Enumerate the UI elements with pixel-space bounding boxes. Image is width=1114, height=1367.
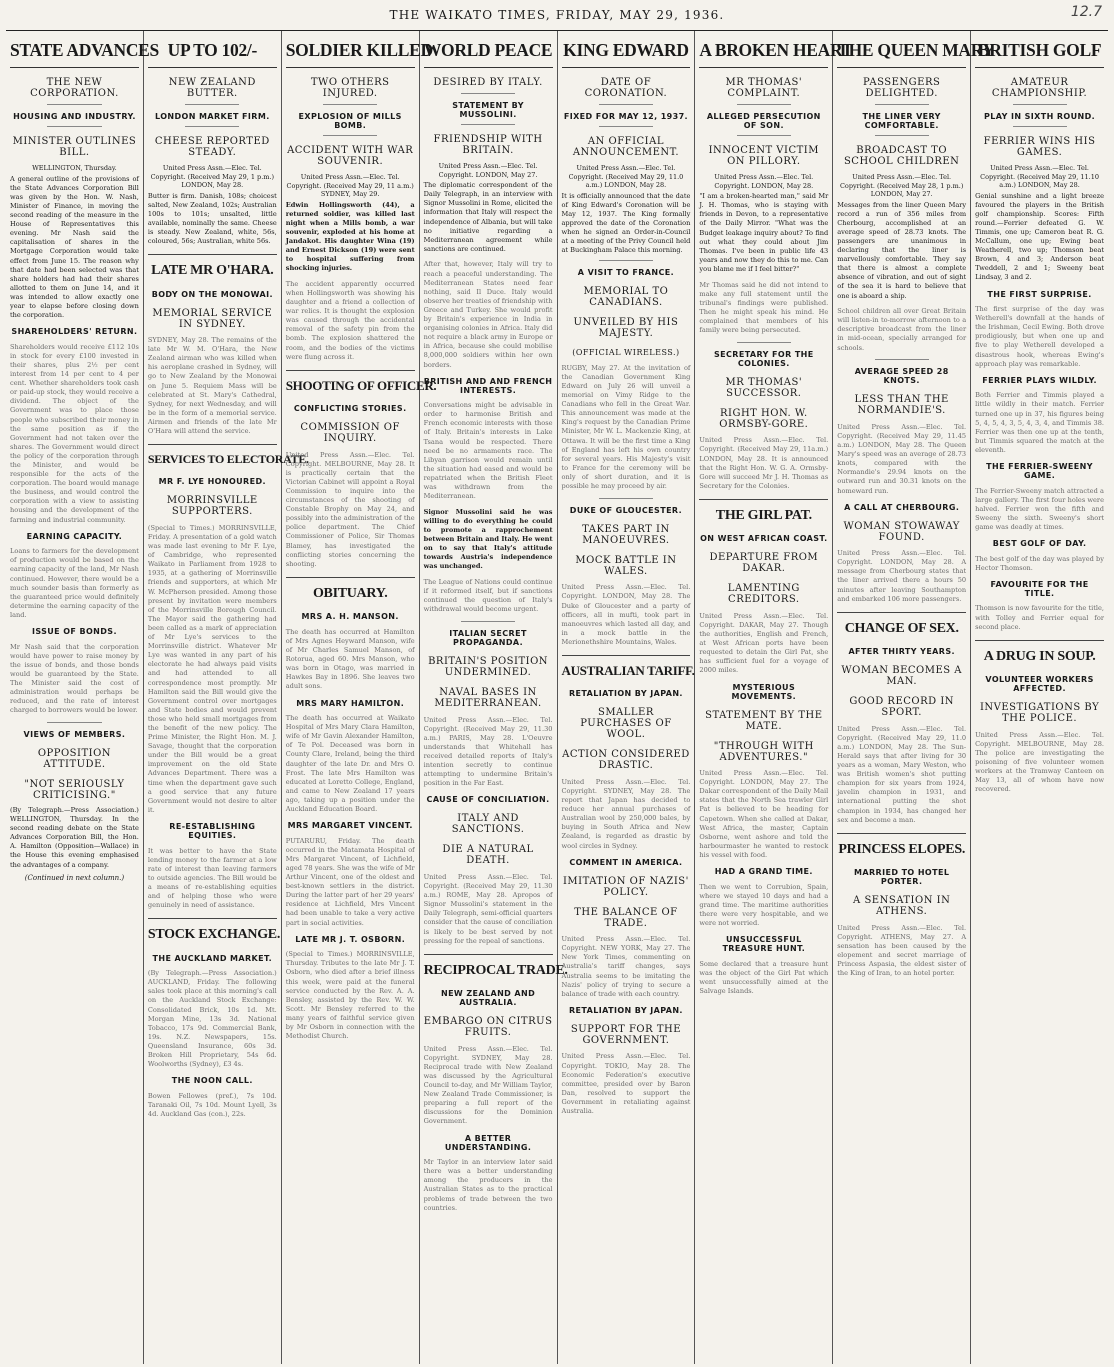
section-heading: THE NOON CALL. (171, 1076, 253, 1086)
subhead: MRS A. H. MANSON. (301, 612, 399, 622)
article-text: United Press Assn.—Elec. Tel. Copyright. MELBOURNE, May 28. It is practically certain that the Victorian Cabinet will appoint a Royal Commission to inquire into the circumstances of the shooting of Constable Brophy on May 24, and possibly into the administration of the police department. The Chief Commissioner of Police, Sir Thomas Blamey, has investigated the conflicting stories concerning the shooting. (285, 450, 415, 568)
section-heading: THE FIRST SURPRISE. (987, 289, 1092, 299)
subhead: THE AUCKLAND MARKET. (152, 953, 273, 963)
article-text: The diplomatic correspondent of the Daily Telegraph, in an interview with Signor Mussolini in Rome, elicited the information that Italy will respect the independence of Albania, but will take no initiative regarding a Mediterranean agreement while sanctions are continued. (423, 181, 553, 253)
divider (424, 954, 553, 955)
subhead: FRIENDSHIP WITH BRITAIN. (433, 134, 543, 157)
masthead (6, 0, 1108, 31)
subhead: DATE OF CORONATION. (584, 77, 668, 100)
article-text: Mr Nash said that the corporation would have power to raise money by the issue of bonds, and those bonds would be guaranteed by the State. The Minister said the cost of administration would perhaps be reduced, and the rate of interest charged to borrowers would be lower. (10, 642, 139, 715)
article-text: The Ferrier-Sweeny match attracted a large gallery. The first four holes were halved. Ferrier won the fifth and Sweeny the sixth. Sweeny's short game was deadly at times. (975, 486, 1104, 531)
divider (875, 104, 929, 105)
column-headline: A BROKEN HEART (699, 31, 828, 68)
subhead: AFTER THIRTY YEARS. (848, 647, 955, 657)
article-text: Loans to farmers for the development of production would be based on the earning capacity of the land, Mr Nash continued. However, there would be a much sounder basis than formerly as the guaranteed price would definitely determine the earning capacity of the land. (10, 547, 139, 619)
article-text: "I am a broken-hearted man," said Mr J. H. Thomas, who is staying with friends in Devon, to a representative of the Daily Mirror. "What was the Budget leakage inquiry about? To find out what they could about Jim Thomas. I've been in public life 43 years and now they do this to me. Can you blame me if I feel bitter?" (699, 192, 829, 273)
divider (599, 104, 653, 105)
subhead: MORRINSVILLE SUPPORTERS. (166, 495, 258, 518)
subhead: BRITAIN'S POSITION UNDERMINED. (428, 656, 549, 679)
dateline: United Press Assn.—Elec. Tel. Copyright. (Received May 29, 11 a.m.) SYDNEY, May 29. (286, 173, 414, 199)
article-text: United Press Assn.—Elec. Tel. Copyright. (Received May 29, 11a.m.) LONDON, May 28. It is announced that the Right Hon. W. G. A. Ormsby-Gore will succeed Mr J. H. Thomas as Secretary for the Colonies. (699, 436, 829, 490)
article-text: United Press Assn.—Elec. Tel. Copyright. LONDON, May 28. The Duke of Gloucester and a party of officers, all in mufti, took part in manoeuvres which lasted all day, and in a mock battle in the Merionethshire Mountains, Wales. (561, 583, 691, 646)
columns (6, 31, 1108, 1364)
subhead: BODY ON THE MONOWAI. (151, 289, 273, 299)
subhead: NEW ZEALAND AND AUSTRALIA. (440, 989, 536, 1008)
article-text: United Press Assn.—Elec. Tel. Copyright. (Received May 29, 11.45 a.m.) LONDON, May 28. The Queen Mary's speed was an average of 28.73 knots, compared with the Normandie's 29.94 knots on the outward run and 30.31 knots on the homeward run. (837, 422, 967, 495)
article-headline: RECIPROCAL TRADE. (423, 962, 568, 978)
subhead: MYSTERIOUS MOVEMENTS. (731, 682, 797, 701)
article-text: PUTARURU, Friday. The death occurred in the Matamata Hospital of Mrs Margaret Vincent, of Lichfield, aged 78 years. She was the wife of Mr Arthur Vincent, one of the oldest and best-known settlers in the district. During the latter part of her 29 years' residence at Lichfield, Mrs Vincent had been unable to take a very active part in social activities. (285, 836, 415, 927)
subhead: AMATEUR CHAMPIONSHIP. (991, 77, 1088, 100)
divider (461, 93, 515, 94)
dateline: United Press Assn.—Elec. Tel. Copyright. (Received May 28, 1 p.m.) LONDON, May 27. (839, 173, 964, 199)
subhead: LATE MR J. T. OSBORN. (295, 934, 406, 944)
article-headline: THE GIRL PAT. (715, 507, 812, 523)
article-text: United Press Assn.—Elec. Tel. Copyright. LONDON, May 28. A message from Cherbourg states that the liner arrived there a hours 50 minutes after leaving Southampton and embarked 106 more passengers. (837, 549, 967, 603)
subhead: THE BALANCE OF TRADE. (574, 906, 678, 929)
subhead: ON WEST AFRICAN COAST. (700, 534, 828, 544)
article-text: United Press Assn.—Elec. Tel. Copyright. ATHENS, May 27. A sensation has been caused by the elopement and secret marriage of Princess Aspasia, the eldest sister of the King of Iran, to an hotel porter. (837, 923, 967, 978)
subhead: CONFLICTING STORIES. (293, 404, 407, 414)
column-british-golf (971, 31, 1108, 1364)
subhead: WOMAN BECOMES A MAN. (841, 665, 963, 688)
article-headline: CHANGE OF SEX. (844, 620, 959, 636)
subhead: MR THOMAS' COMPLAINT. (725, 77, 803, 100)
divider (461, 621, 515, 622)
subhead: PASSENGERS DELIGHTED. (863, 77, 941, 100)
subhead: LAMENTING CREDITORS. (727, 583, 800, 606)
article-text: Messages from the liner Queen Mary record a run of 356 miles from Cherbourg, accomplished at an average speed of 28.73 knots. The passengers are unanimous in declaring that the liner is marvellously comfortable. They say that there is almost a complete absence of vibration, and out of sight of the sea it is hard to believe that one is aboard a ship. (837, 200, 967, 300)
divider (148, 918, 277, 919)
subhead: COMMENT IN AMERICA. (569, 857, 683, 867)
subhead: MARRIED TO HOTEL PORTER. (854, 868, 950, 887)
subhead: FIXED FOR MAY 12, 1937. (563, 112, 688, 122)
subhead: DEPARTURE FROM DAKAR. (709, 552, 819, 575)
article-text: Both Ferrier and Timmis played a little wildly in their match. Ferrier turned one up in 37, his figures being 5, 4, 5, 4, 3, 5, 4, 3, 4, and Timmis 38. Ferrier was then one up at the tenth, but Timmis squared the match at the eleventh. (975, 391, 1104, 454)
subhead: STATEMENT BY THE MATE. (705, 709, 823, 732)
divider (286, 577, 415, 578)
subhead: HOUSING AND INDUSTRY. (13, 112, 136, 122)
subhead: RETALIATION BY JAPAN. (569, 689, 683, 699)
divider (185, 104, 239, 105)
column-queen-mary (833, 31, 995, 1364)
subhead: (OFFICIAL WIRELESS.) (572, 348, 680, 358)
divider (47, 126, 101, 127)
divider (737, 104, 791, 105)
subhead: ITALY AND SANCTIONS. (451, 813, 525, 836)
subhead: NAVAL BASES IN MEDITERRANEAN. (434, 687, 542, 710)
subhead: STATEMENT BY MUSSOLINI. (452, 101, 524, 120)
subhead: A CALL AT CHERBOURG. (844, 502, 960, 512)
article-headline: OBITUARY. (312, 585, 388, 601)
subhead: INVESTIGATIONS BY THE POLICE. (979, 702, 1100, 725)
dateline: United Press Assn.—Elec. Tel. Copyright. LONDON, May 27. (438, 162, 538, 179)
subhead: SECRETARY FOR THE COLONIES. (713, 349, 814, 368)
subhead: BROADCAST TO SCHOOL CHILDREN (843, 145, 960, 168)
column-headline: KING EDWARD (562, 31, 691, 68)
divider (185, 126, 239, 127)
article-text: United Press Assn.—Elec. Tel. Copyright. MELBOURNE, May 28. The police are investigating the poisoning of five volunteer women workers at the Tramway Canteen on May 13, all of whom have now recovered. (975, 730, 1104, 794)
section-heading: A BETTER UNDERSTANDING. (444, 1133, 532, 1152)
article-text: Butter is firm. Danish, 108s; choicest salted, New Zealand, 102s; Australian 100s to 101s; unsalted, little available, nominally the same. Cheese is steady. New Zealand, white, 56s, coloured, 56s; Australian, white 56s. (147, 191, 277, 246)
divider (699, 499, 828, 500)
article-text: United Press Assn.—Elec. Tel. Copyright. (Received May 29, 11.30 a.m.) ROME, May 28. Apropos of Signor Mussolini's statement in the Daily Telegraph, semi-official quarters consider that the cause of conciliation is likely to be best served by not pressing for the repeal of sanctions. (423, 872, 553, 945)
subhead: ITALIAN SECRET PROPAGANDA. (449, 629, 527, 648)
article-text: United Press Assn.—Elec. Tel. Copyright. DAKAR, May 27. Though the authorities, English and French, at West African ports have been requested to detain the Girl Pat, she has sufficient fuel for a voyage of 2000 miles. (699, 611, 829, 675)
article-text: Mr Taylor in an interview later said there was a better understanding among the producers in the Australian States as to the practical problems of trade between the two countries. (423, 1158, 553, 1212)
subhead: PLAY IN SIXTH ROUND. (984, 112, 1096, 122)
column-king-edward (558, 31, 696, 1364)
subhead: A SENSATION IN ATHENS. (853, 895, 951, 918)
article-text: Mr Thomas said he did not intend to make any full statement until the tribunal's findings were published. Then he might speak his mind. He complained that members of his family were being persecuted. (699, 280, 829, 335)
column-headline: THE QUEEN MARY (837, 31, 966, 68)
column-broken-heart (695, 31, 854, 1364)
article-text: United Press Assn.—Elec. Tel. Copyright. SYDNEY, May 28. Reciprocal trade with New Zealand was discussed by the Agricultural Council to-day, and Mr William Taylor, New Zealand Trade Commissioner, is preparing a full report of the discussions for the Dominion Government. (423, 1044, 553, 1126)
subhead: IMITATION OF NAZIS' POLICY. (562, 875, 689, 898)
divider (1013, 104, 1067, 105)
subhead: THE LINER VERY COMFORTABLE. (862, 112, 941, 131)
article-text: United Press Assn.—Elec. Tel. Copyright. SYDNEY, May 28. The report that Japan has decided to reduce her annual purchases of Australian wool by 250,000 bales, by buying in South Africa and New Zealand, is regarded as drastic by wool circles in Sydney. (561, 777, 691, 850)
divider (875, 359, 929, 360)
article-headline: AUSTRALIAN TARIFF. (561, 662, 695, 678)
dateline: United Press Assn.—Elec. Tel. Copyright. (Received May 29, 1 p.m.) LONDON, May 28. (150, 164, 275, 190)
subhead: MEMORIAL TO CANADIANS. (583, 286, 669, 309)
divider (599, 126, 653, 127)
column-world-peace (420, 31, 568, 1364)
article-text: It is officially announced that the date of King Edward's Coronation will be May 12, 1937. The King formally approved the date of the Coronation when he signed an Order-in-Council at a meeting of the Privy Council held at Buckingham Palace this morning. (561, 191, 691, 255)
subhead: MEMORIAL SERVICE IN SYDNEY. (152, 307, 273, 330)
subhead: VIEWS OF MEMBERS. (23, 729, 126, 739)
divider (837, 833, 966, 834)
subhead: DIE A NATURAL DEATH. (442, 844, 534, 867)
article-text: Some declared that a treasure hunt was the object of the Girl Pat which went unsuccessfully aimed at the Salvage Islands. (699, 959, 829, 995)
subhead: SUPPORT FOR THE GOVERNMENT. (570, 1023, 682, 1046)
divider (461, 124, 515, 125)
column-headline: UP TO 102/- (148, 31, 277, 68)
article-text: Genial sunshine and a light breeze favoured the players in the British golf championship. Scores: Fifth round.—Ferrier defeated G. W. Timmis, one up; Cameron beat R. G. McCallum, one up; Ewing beat Weatherell, two up; Thomson beat Brown, 4 and 3; Anderson beat Tweddell, 2 and 1; Sweeny beat Lindsay, 3 and 2. (975, 191, 1104, 282)
subhead: COMMISSION OF INQUIRY. (300, 422, 400, 445)
section-heading: FAVOURITE FOR THE TITLE. (990, 579, 1089, 598)
subhead: NEW ZEALAND BUTTER. (168, 77, 256, 100)
article-text: The accident apparently occurred when Hollingsworth was showing his daughter and a friend a collection of war relics. It is thought the explosion was caused through the accidental removal of the safety pin from the bomb. The explosion shattered the room, and the bodies of the victims were flung across it. (285, 279, 415, 361)
divider (148, 444, 277, 445)
article-text: The death has occurred at Hamilton of Mrs Agnes Heyward Manson, wife of Mr Charles Samuel Manson, of Rotorua, aged 60. Mrs Manson, who was born in Otago, was married in Hawkes Bay in 1896. She leaves two adult sons. (285, 627, 415, 691)
article-headline: A DRUG IN SOUP. (983, 648, 1096, 664)
dateline: WELLINGTON, Thursday. (32, 164, 117, 173)
subhead: CAUSE OF CONCILIATION. (426, 795, 550, 805)
section-heading: SHAREHOLDERS' RETURN. (11, 327, 138, 337)
handwritten-page-mark: 12.7 (1070, 4, 1102, 20)
article-text: United Press Assn.—Elec. Tel. Copyright. (Received May 29, 11.30 a.m.) PARIS, May 28. L'Oeuvre understands that Whitehall has received detailed reports of Italy's intention secretly to continue attempting to undermine Britain's position in the Far East. (423, 715, 553, 788)
divider (148, 254, 277, 255)
article-lead: Signor Mussolini said he was willing to do everything he could to promote a rapprochement between Britain and Italy. He went on to say that Italy's attitude towards Austria's independence was unchanged. (423, 507, 553, 571)
dateline: United Press Assn.—Elec. Tel. Copyright. (Received May 29, 11.10 a.m.) LONDON, May 28. (980, 164, 1099, 190)
divider (837, 612, 966, 613)
subhead: WOMAN STOWAWAY FOUND. (843, 520, 960, 543)
article-text: RUGBY, May 27. At the invitation of the Canadian Government King Edward on July 26 will unveil a memorial on Vimy Ridge to the Canadians who fell in the Great War. This announcement was made at the King's request by the Canadian Prime Minister, Mr W. L. Mackenzie King, at Ottawa. It will be the first time a King of England has left his own country for several years. His Majesty's visit to France for the ceremony will be only of short duration, and it is possible he may proceed by air. (561, 363, 691, 491)
article-text: SYDNEY, May 28. The remains of the late Mr W. M. O'Hara, the New Zealand airman who was killed when his aeroplane crashed in Sydney, will go to New Zealand by the Monowai on June 5. Requiem Mass will be celebrated at St. Mary's Cathedral, Sydney, for next Wednesday, and will be in the form of a memorial service. Airmen and friends of the late Mr O'Hara will attend the service. (147, 336, 277, 436)
article-text: Bowen Fellowes (pref.), 7s 10d. Taranaki Oil, 7s 10d. Mount Lyell, 3s 4d. Auckland Gas (con.), 22s. (147, 1091, 277, 1118)
subhead: MR F. LYE HONOURED. (158, 477, 266, 487)
article-text: United Press Assn.—Elec. Tel. Copyright. (Received May 29, 11.0 a.m.) LONDON, May 28. The Sun-Herald says that after living for 30 years as a woman, Mary Weston, who was British women's shot putting champion for six years from 1924, javelin champion in 1931, and international putting the shot champion in 1934, has changed her sex and become a man. (837, 724, 967, 824)
column-soldier-killed (282, 31, 437, 1364)
subhead: VOLUNTEER WORKERS AFFECTED. (985, 675, 1094, 694)
article-text: A general outline of the provisions of the State Advances Corporation Bill was given by the Hon. W. Nash, Minister of Finance, in moving the second reading of the measure in the House of Representatives this evening. Mr Nash said the capitalisation of shares in the Mortgage Corporation would take effect from June 15. The reason why that date had been selected was that share holders had had their shares allotted to them on June 14, and it was intended to allow exactly one year to elapse before closing down the corporation. (10, 174, 139, 320)
divider (47, 722, 101, 723)
subhead: AN OFFICIAL ANNOUNCEMENT. (572, 136, 680, 159)
article-headline: LATE MR O'HARA. (151, 263, 274, 279)
divider (286, 370, 415, 371)
article-text: The death has occurred at Waikato Hospital of Mrs Mary Clara Hamilton, wife of Mr Gavin Alexander Hamilton, of Te Pol. Deceased was born in County Clare, Ireland, being the third daughter of the late Dr. and Mrs O. Frost. The late Mrs Hamilton was educated at Loretto College, England, and came to New Zealand 17 years ago, taking up a position under the Auckland Education Board. (285, 714, 415, 814)
subhead: FERRIER WINS HIS GAMES. (983, 136, 1096, 159)
divider (323, 104, 377, 105)
subhead: TAKES PART IN MANOEUVRES. (582, 523, 670, 546)
section-heading: HAD A GRAND TIME. (714, 867, 813, 877)
subhead: OPPOSITION ATTITUDE. (37, 747, 112, 770)
article-text: (By Telegraph.—Press Association.) AUCKLAND, Friday. The following sales took place at this morning's call on the Auckland Stock Exchange: Consolidated Brick, 10s 1d. Mt. Morgan Mine, 13s 3d. National Tobacco, 17s 9d. Commercial Bank, 19s. N.Z. Newspapers, 15s. Queensland Insurance, 60s 3d. Broken Hill Proprietary, 54s 6d. Woolworths (Sydney), £3 4s. (147, 969, 277, 1069)
divider (599, 260, 653, 261)
divider (875, 135, 929, 136)
article-text: United Press Assn.—Elec. Tel. Copyright. TOKIO, May 28. The Economic Federation's executive committee, presided over by Baron Dan, resolved to support the Government in retaliating against Australia. (561, 1052, 691, 1116)
subhead: ACTION CONSIDERED DRASTIC. (562, 749, 690, 772)
masthead-title: THE WAIKATO TIMES, FRIDAY, MAY 29, 1936. (389, 8, 725, 22)
subhead: TWO OTHERS INJURED. (310, 77, 390, 100)
divider (737, 135, 791, 136)
article-headline: SERVICES TO ELECTORATE. (147, 452, 309, 467)
divider (323, 135, 377, 136)
subhead: UNVEILED BY HIS MAJESTY. (573, 317, 679, 340)
article-text: The best golf of the day was played by Hector Thomson. (975, 554, 1104, 572)
subhead: ACCIDENT WITH WAR SOUVENIR. (287, 145, 414, 168)
subhead: LONDON MARKET FIRM. (154, 112, 270, 122)
article-text: (Special to Times.) MORRINSVILLE, Friday. A presentation of a gold watch was made last evening to Mr F. Lye, of Cambridge, who represented Waikato in Parliament from 1928 to 1935, at a gathering of Morrinsville friends and supporters, at which Mr W. McPherson presided. Among those present by invitation were members of the Morrinsville Borough Council. The Mayor said the gathering had been called as a mark of appreciation of Mr Lye's services to the Morrinsville district. Whatever Mr Lye was wanted in any part of his electorate he had always paid visits and had attended to all correspondence most promptly. Mr Hamilton said the Bill would give the Government control over mortgages and State bodies and would prevent those who held small mortgages from the benefit of the new policy. The Prime Minister, the Right Hon. M. J. Savage, thought that the corporation under the Bill would be a great improvement on the old State Advances Department. There was a time when the department gave such a good service that any future Government would not desire to alter it. (147, 523, 277, 814)
section-heading: ISSUE OF BONDS. (31, 627, 117, 636)
article-text: Thomson is now favourite for the title, with Tolley and Ferrier equal for second place. (975, 604, 1104, 631)
subhead: MINISTER OUTLINES BILL. (12, 136, 137, 159)
subhead: "THROUGH WITH ADVENTURES." (713, 740, 814, 763)
article-text: After that, however, Italy will try to reach a peaceful understanding. The Mediterranean States need fear nothing, said Il Duce. Italy would observe her treaties of friendship with Greece and Turkey. She would profit by Britain's experience in India in organising colonies in Africa. Italy did not require a black army in Europe or in Africa, because she could mobilise 8,000,000 soldiers within her own borders. (423, 260, 553, 369)
subhead: AVERAGE SPEED 28 KNOTS. (854, 367, 949, 386)
section-heading: BEST GOLF OF DAY. (992, 539, 1087, 549)
dateline: United Press Assn.—Elec. Tel. Copyright. LONDON, May 28. (714, 173, 814, 190)
section-heading: BRITISH AND AND FRENCH INTERESTS. (423, 376, 553, 395)
article-headline: PRINCESS ELOPES. (838, 841, 966, 857)
divider (47, 104, 101, 105)
section-heading: EARNING CAPACITY. (26, 531, 123, 541)
column-headline: BRITISH GOLF (975, 31, 1104, 68)
article-text: The first surprise of the day was Wetherell's downfall at the hands of the Irishman, Cecil Ewing. Both drove prodigiously, but when one up and five to play Wetherell developed a disastrous hook, whereas Ewing's approach play was remarkable. (975, 305, 1104, 368)
subhead: ALLEGED PERSECUTION OF SON. (706, 112, 821, 131)
subhead: EXPLOSION OF MILLS BOMB. (298, 112, 402, 131)
subhead: "NOT SERIOUSLY CRITICISING." (24, 778, 125, 801)
subhead: MRS MARY HAMILTON. (296, 698, 405, 708)
subhead: CHEESE REPORTED STEADY. (154, 136, 270, 159)
subhead: MRS MARGARET VINCENT. (287, 821, 413, 831)
article-text: United Press Assn.—Elec. Tel. Copyright. NEW YORK, May 27. The New York Times, commenting on Australia's tariff changes, says Australia seems to be imitating the Nazis' policy of trying to secure a balance of trade with each country. (561, 935, 691, 998)
subhead: MR THOMAS' SUCCESSOR. (725, 376, 803, 399)
article-text: United Press Assn.—Elec. Tel. Copyright. LONDON, May 27. The Dakar correspondent of the Daily Mail states that the North Sea trawler Girl Pat is believed to be heading for Capetown. When she called at Dakar, West Africa, the master, Captain Osborne, went ashore and told the harbourmaster he wanted to restock his vessel with food. (699, 769, 829, 859)
divider (975, 640, 1104, 641)
article-text: (By Telegraph.—Press Association.) WELLINGTON, Thursday. In the second reading debate on the State Advances Corporation Bill, the Hon. A. Hamilton (Opposition—Wallace) in the House this evening emphasised the advantages of a company. (10, 805, 139, 869)
subhead: MOCK BATTLE IN WALES. (575, 554, 677, 577)
column-headline: WORLD PEACE (424, 31, 553, 68)
article-text: School children all over Great Britain will listen-in to-morrow afternoon to a descriptive broadcast from the liner in mid-ocean, specially arranged for schools. (837, 307, 967, 352)
subhead: DUKE OF GLOUCESTER. (569, 505, 683, 515)
column-headline: STATE ADVANCES (10, 31, 139, 68)
subhead: RETALIATION BY JAPAN. (569, 1005, 683, 1015)
section-heading: UNSUCCESSFUL TREASURE HUNT. (722, 935, 806, 954)
subhead: DESIRED BY ITALY. (433, 77, 543, 89)
column-headline: SOLDIER KILLED (286, 31, 415, 68)
article-headline: STOCK EXCHANGE. (147, 927, 281, 943)
subhead: EMBARGO ON CITRUS FRUITS. (423, 1016, 553, 1039)
article-headline: SHOOTING OF OFFICER. (285, 377, 437, 393)
subhead: RIGHT HON. W. ORMSBY-GORE. (719, 407, 809, 430)
subhead: INNOCENT VICTIM ON PILLORY. (708, 145, 819, 168)
subhead: SMALLER PURCHASES OF WOOL. (580, 707, 672, 741)
section-heading: FERRIER PLAYS WILDLY. (982, 375, 1097, 385)
article-text: (Special to Times.) MORRINSVILLE, Thursday. Tributes to the late Mr J. T. Osborn, who died after a brief illness this week, were paid at the funeral service conducted by the Rev. A. A. Bensley, assisted by the Rev. W. W. Scott. Mr Bensley referred to the many years of faithful service given by Mr Osborn in connection with the Methodist Church. (285, 950, 415, 1041)
dateline: United Press Assn.—Elec. Tel. Copyright. (Received May 29, 11.0 a.m.) LONDON, May 28. (568, 164, 684, 190)
section-heading: THE FERRIER-SWEENY GAME. (986, 462, 1093, 480)
subhead: A VISIT TO FRANCE. (577, 268, 675, 278)
column-state-advances (6, 31, 159, 1364)
article-text: The League of Nations could continue if it reformed itself, but if sanctions continued the question of Italy's withdrawal would become urgent. (423, 578, 553, 614)
subhead: GOOD RECORD IN SPORT. (849, 696, 955, 719)
divider (737, 342, 791, 343)
subhead: THE NEW CORPORATION. (30, 77, 119, 100)
divider (562, 655, 691, 656)
divider (599, 498, 653, 499)
article-text: Shareholders would receive £112 10s in stock for every £100 invested in their shares, plus 2½ per cent interest from 14 per cent to 4 per cent. Whether shareholders took cash or paid-up stock, they would receive a dividend. The object of the Government was to place those people who subscribed their money in the same position as if the Government had not taken over the shares. The Government would direct the policy of the corporation through the Minister, and would be responsible for the acts of the corporation. The board would manage the business, and would control the corporation with a view to assisting housing and the development of the farming and industrial community. (10, 342, 139, 524)
column-butter (144, 31, 309, 1364)
divider (1013, 126, 1067, 127)
article-text: Conversations might be advisable in order to harmonise British and French economic interests with those of Italy. Britain's interests in Lake Tsana would be respected. There need be no armaments race. The Libyan garrison would remain until the situation had eased and would be repatriated when the British Fleet was withdrawn from the Mediterranean. (423, 401, 553, 501)
article-text: It was better to have the State lending money to the farmer at a low rate of interest than leaving farmers to outside agencies. The Bill would be a means of re-establishing equities and of helping those who were genuinely in need of assistance. (147, 846, 277, 910)
section-heading: RE-ESTABLISHING EQUITIES. (169, 821, 256, 840)
article-text: Then we went to Corrubion, Spain, where we stayed 10 days and had a grand time. The maritime authorities there were very hospitable, and we were not worried. (699, 882, 829, 928)
continued-note: (Continued in next column.) (24, 873, 125, 882)
subhead: LESS THAN THE NORMANDIE'S. (854, 394, 949, 417)
article-lead: Edwin Hollingsworth (44), a returned soldier, was killed last night when a Mills bomb, a war souvenir, exploded at his home at Jandakot. His daughter Wina (19) and Ernest Dickson (19) were sent to hospital suffering from shocking injuries. (285, 200, 415, 273)
